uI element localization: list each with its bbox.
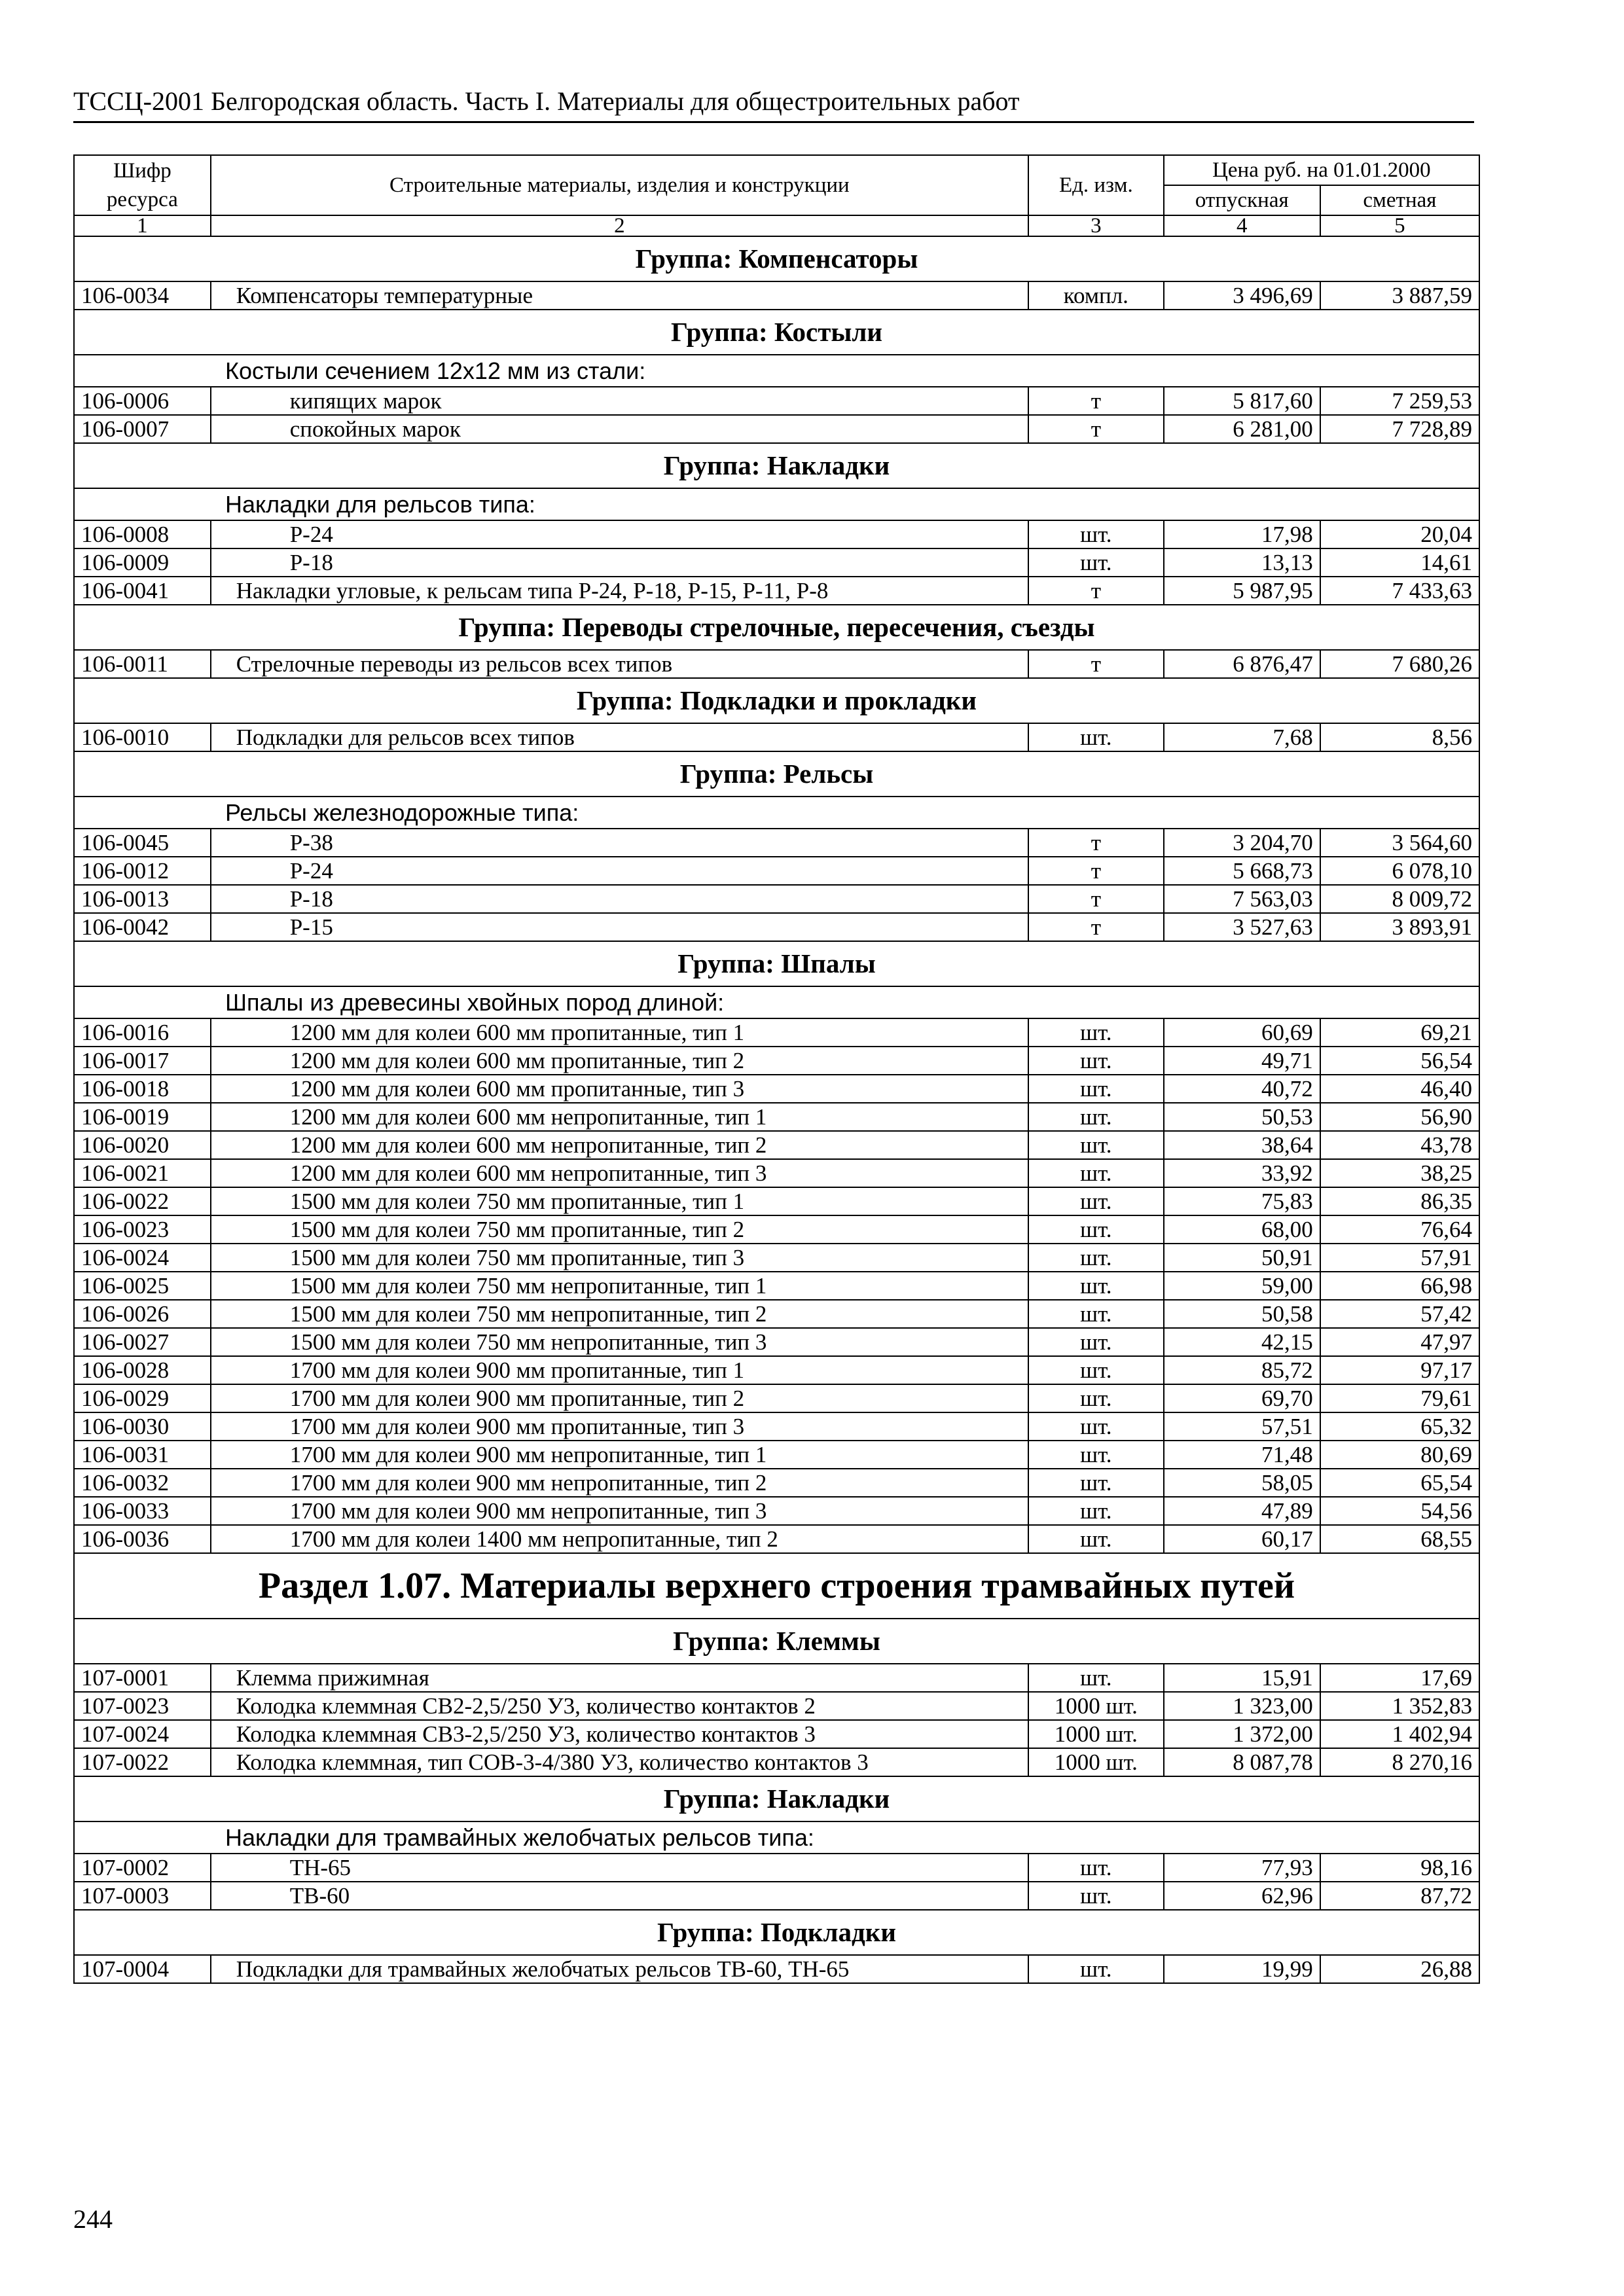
unit: шт. <box>1028 1384 1164 1412</box>
estimate-price: 1 402,94 <box>1320 1720 1479 1748</box>
resource-code: 106-0017 <box>74 1047 211 1075</box>
release-price: 7,68 <box>1164 723 1320 751</box>
resource-code: 106-0036 <box>74 1525 211 1553</box>
release-price: 40,72 <box>1164 1075 1320 1103</box>
unit: шт. <box>1028 1131 1164 1159</box>
estimate-price: 86,35 <box>1320 1187 1479 1215</box>
unit: т <box>1028 913 1164 941</box>
resource-code: 106-0006 <box>74 387 211 415</box>
table-row <box>74 1469 1479 1497</box>
table-row <box>74 520 1479 548</box>
unit: шт. <box>1028 1955 1164 1983</box>
table-row <box>74 1384 1479 1412</box>
release-price: 85,72 <box>1164 1356 1320 1384</box>
estimate-price: 3 887,59 <box>1320 281 1479 310</box>
group-heading: Группа: Костыли <box>74 310 1479 355</box>
unit: шт. <box>1028 1412 1164 1441</box>
table-row <box>74 857 1479 885</box>
col-header-unit-text: Ед. изм. <box>1058 173 1133 197</box>
resource-code: 106-0010 <box>74 723 211 751</box>
unit: шт. <box>1028 1882 1164 1910</box>
unit: т <box>1028 857 1164 885</box>
material-name: ТН-65 <box>211 1854 1028 1882</box>
release-price: 50,58 <box>1164 1300 1320 1328</box>
table-row <box>74 1300 1479 1328</box>
group-heading-row <box>74 605 1479 650</box>
resource-code: 107-0002 <box>74 1854 211 1882</box>
material-name: Р-24 <box>211 857 1028 885</box>
material-name: 1500 мм для колеи 750 мм непропитанные, тип 1 <box>211 1272 1028 1300</box>
estimate-price: 7 680,26 <box>1320 650 1479 678</box>
estimate-price: 8,56 <box>1320 723 1479 751</box>
resource-code: 106-0042 <box>74 913 211 941</box>
material-name: 1700 мм для колеи 900 мм непропитанные, тип 3 <box>211 1497 1028 1525</box>
material-name: 1500 мм для колеи 750 мм непропитанные, тип 2 <box>211 1300 1028 1328</box>
table-row <box>74 415 1479 443</box>
material-name: Р-24 <box>211 520 1028 548</box>
release-price: 62,96 <box>1164 1882 1320 1910</box>
resource-code: 106-0023 <box>74 1215 211 1244</box>
material-name: 1500 мм для колеи 750 мм пропитанные, тип 3 <box>211 1244 1028 1272</box>
unit: шт. <box>1028 1854 1164 1882</box>
table-row <box>74 1497 1479 1525</box>
col-number-4: 4 <box>1164 215 1320 236</box>
material-name: 1500 мм для колеи 750 мм непропитанные, тип 3 <box>211 1328 1028 1356</box>
group-heading-row <box>74 941 1479 986</box>
group-heading-row <box>74 1619 1479 1664</box>
material-name: 1200 мм для колеи 600 мм непропитанные, тип 2 <box>211 1131 1028 1159</box>
group-heading: Группа: Накладки <box>74 443 1479 488</box>
table-row <box>74 1525 1479 1553</box>
material-name: 1200 мм для колеи 600 мм пропитанные, тип 3 <box>211 1075 1028 1103</box>
unit: шт. <box>1028 1047 1164 1075</box>
estimate-price: 65,54 <box>1320 1469 1479 1497</box>
section-heading-row <box>74 1553 1479 1619</box>
group-heading: Группа: Рельсы <box>74 751 1479 797</box>
table-row <box>74 723 1479 751</box>
release-price: 33,92 <box>1164 1159 1320 1187</box>
unit: шт. <box>1028 1272 1164 1300</box>
section-heading: Раздел 1.07. Материалы верхнего строения трамвайных путей <box>74 1553 1479 1619</box>
estimate-price: 17,69 <box>1320 1664 1479 1692</box>
unit: шт. <box>1028 723 1164 751</box>
resource-code: 106-0030 <box>74 1412 211 1441</box>
resource-code: 106-0025 <box>74 1272 211 1300</box>
table-row <box>74 1244 1479 1272</box>
subgroup-heading-row <box>74 355 1479 387</box>
estimate-price: 57,91 <box>1320 1244 1479 1272</box>
release-price: 69,70 <box>1164 1384 1320 1412</box>
unit: т <box>1028 415 1164 443</box>
table-row <box>74 1720 1479 1748</box>
unit: шт. <box>1028 1664 1164 1692</box>
group-heading-row <box>74 678 1479 723</box>
group-heading: Группа: Шпалы <box>74 941 1479 986</box>
release-price: 1 323,00 <box>1164 1692 1320 1720</box>
material-name: 1200 мм для колеи 600 мм непропитанные, тип 3 <box>211 1159 1028 1187</box>
material-name: 1500 мм для колеи 750 мм пропитанные, тип 1 <box>211 1187 1028 1215</box>
release-price: 17,98 <box>1164 520 1320 548</box>
group-heading-row <box>74 1776 1479 1821</box>
material-name: Подкладки для рельсов всех типов <box>211 723 1028 751</box>
estimate-price: 98,16 <box>1320 1854 1479 1882</box>
estimate-price: 14,61 <box>1320 548 1479 577</box>
unit: шт. <box>1028 1441 1164 1469</box>
estimate-price: 97,17 <box>1320 1356 1479 1384</box>
group-heading: Группа: Клеммы <box>74 1619 1479 1664</box>
estimate-price: 8 270,16 <box>1320 1748 1479 1776</box>
table-row <box>74 1441 1479 1469</box>
resource-code: 106-0026 <box>74 1300 211 1328</box>
table-row <box>74 1075 1479 1103</box>
page-number: 244 <box>73 2204 113 2234</box>
material-name: Компенсаторы температурные <box>211 281 1028 310</box>
estimate-price: 56,90 <box>1320 1103 1479 1131</box>
release-price: 6 281,00 <box>1164 415 1320 443</box>
resource-code: 106-0041 <box>74 577 211 605</box>
table-row <box>74 387 1479 415</box>
running-header: ТССЦ-2001 Белгородская область. Часть I. Материалы для общестроительных работ <box>73 82 1474 123</box>
release-price: 77,93 <box>1164 1854 1320 1882</box>
material-name: 1200 мм для колеи 600 мм пропитанные, тип 1 <box>211 1018 1028 1047</box>
unit: т <box>1028 650 1164 678</box>
resource-code: 106-0031 <box>74 1441 211 1469</box>
table-body <box>74 236 1479 1983</box>
resource-code: 107-0023 <box>74 1692 211 1720</box>
group-heading-row <box>74 310 1479 355</box>
unit: 1000 шт. <box>1028 1692 1164 1720</box>
material-name: Стрелочные переводы из рельсов всех типов <box>211 650 1028 678</box>
col-number-2: 2 <box>211 215 1028 236</box>
estimate-price: 3 893,91 <box>1320 913 1479 941</box>
estimate-price: 79,61 <box>1320 1384 1479 1412</box>
resource-code: 106-0027 <box>74 1328 211 1356</box>
material-name: 1200 мм для колеи 600 мм пропитанные, тип 2 <box>211 1047 1028 1075</box>
release-price: 5 817,60 <box>1164 387 1320 415</box>
table-row <box>74 1356 1479 1384</box>
table-row <box>74 1187 1479 1215</box>
release-price: 5 668,73 <box>1164 857 1320 885</box>
unit: т <box>1028 387 1164 415</box>
unit: компл. <box>1028 281 1164 310</box>
material-name: Колодка клеммная СВ2-2,5/250 У3, количество контактов 2 <box>211 1692 1028 1720</box>
unit: шт. <box>1028 1244 1164 1272</box>
estimate-price: 87,72 <box>1320 1882 1479 1910</box>
col-header-release: отпускная <box>1164 185 1320 215</box>
release-price: 47,89 <box>1164 1497 1320 1525</box>
estimate-price: 3 564,60 <box>1320 829 1479 857</box>
material-name: ТВ-60 <box>211 1882 1028 1910</box>
unit: шт. <box>1028 1497 1164 1525</box>
material-name: 1700 мм для колеи 900 мм пропитанные, тип 2 <box>211 1384 1028 1412</box>
resource-code: 106-0009 <box>74 548 211 577</box>
estimate-price: 20,04 <box>1320 520 1479 548</box>
group-heading: Группа: Подкладки <box>74 1910 1479 1955</box>
subgroup-heading: Рельсы железнодорожные типа: <box>74 797 1479 829</box>
material-name: Р-15 <box>211 913 1028 941</box>
col-header-code <box>74 155 211 215</box>
unit: шт. <box>1028 1356 1164 1384</box>
material-name: Накладки угловые, к рельсам типа Р-24, Р-18, Р-15, Р-11, Р-8 <box>211 577 1028 605</box>
subgroup-heading-row <box>74 986 1479 1018</box>
subgroup-heading-row <box>74 1821 1479 1854</box>
table-row <box>74 1047 1479 1075</box>
table-row <box>74 1131 1479 1159</box>
unit: шт. <box>1028 1215 1164 1244</box>
material-name: Колодка клеммная, тип СОВ-3-4/380 У3, количество контактов 3 <box>211 1748 1028 1776</box>
estimate-price: 80,69 <box>1320 1441 1479 1469</box>
unit: 1000 шт. <box>1028 1720 1164 1748</box>
table-row <box>74 885 1479 913</box>
table-row <box>74 281 1479 310</box>
material-name: Клемма прижимная <box>211 1664 1028 1692</box>
resource-code: 106-0018 <box>74 1075 211 1103</box>
estimate-price: 7 728,89 <box>1320 415 1479 443</box>
resource-code: 106-0045 <box>74 829 211 857</box>
estimate-price: 54,56 <box>1320 1497 1479 1525</box>
estimate-price: 6 078,10 <box>1320 857 1479 885</box>
unit: 1000 шт. <box>1028 1748 1164 1776</box>
resource-code: 106-0028 <box>74 1356 211 1384</box>
group-heading: Группа: Переводы стрелочные, пересечения, съезды <box>74 605 1479 650</box>
table-row <box>74 1272 1479 1300</box>
resource-code: 107-0003 <box>74 1882 211 1910</box>
estimate-price: 46,40 <box>1320 1075 1479 1103</box>
resource-code: 106-0021 <box>74 1159 211 1187</box>
table-row <box>74 913 1479 941</box>
release-price: 5 987,95 <box>1164 577 1320 605</box>
resource-code: 106-0034 <box>74 281 211 310</box>
table-row <box>74 1159 1479 1187</box>
material-name: Колодка клеммная СВ3-2,5/250 У3, количество контактов 3 <box>211 1720 1028 1748</box>
resource-code: 106-0019 <box>74 1103 211 1131</box>
col-header-estimate: сметная <box>1320 185 1479 215</box>
table-row <box>74 1748 1479 1776</box>
col-header-unit <box>1028 155 1164 215</box>
subgroup-heading: Накладки для рельсов типа: <box>74 488 1479 520</box>
release-price: 75,83 <box>1164 1187 1320 1215</box>
col-header-code-text: Шифр ресурса <box>106 159 178 211</box>
unit: т <box>1028 829 1164 857</box>
table-row <box>74 1412 1479 1441</box>
resource-code: 106-0022 <box>74 1187 211 1215</box>
resource-code: 106-0016 <box>74 1018 211 1047</box>
estimate-price: 7 433,63 <box>1320 577 1479 605</box>
estimate-price: 76,64 <box>1320 1215 1479 1244</box>
resource-code: 106-0033 <box>74 1497 211 1525</box>
resource-code: 106-0008 <box>74 520 211 548</box>
table-row <box>74 1018 1479 1047</box>
material-name: Р-18 <box>211 548 1028 577</box>
subgroup-heading: Шпалы из древесины хвойных пород длиной: <box>74 986 1479 1018</box>
estimate-price: 1 352,83 <box>1320 1692 1479 1720</box>
estimate-price: 56,54 <box>1320 1047 1479 1075</box>
table-row <box>74 1692 1479 1720</box>
unit: шт. <box>1028 1159 1164 1187</box>
unit: шт. <box>1028 1328 1164 1356</box>
table-row <box>74 1215 1479 1244</box>
resource-code: 106-0029 <box>74 1384 211 1412</box>
estimate-price: 43,78 <box>1320 1131 1479 1159</box>
release-price: 1 372,00 <box>1164 1720 1320 1748</box>
release-price: 3 204,70 <box>1164 829 1320 857</box>
release-price: 15,91 <box>1164 1664 1320 1692</box>
resource-code: 107-0001 <box>74 1664 211 1692</box>
col-number-5: 5 <box>1320 215 1479 236</box>
col-number-1: 1 <box>74 215 211 236</box>
release-price: 60,69 <box>1164 1018 1320 1047</box>
group-heading-row <box>74 1910 1479 1955</box>
material-name: 1700 мм для колеи 900 мм непропитанные, тип 2 <box>211 1469 1028 1497</box>
resource-code: 106-0011 <box>74 650 211 678</box>
resource-code: 106-0020 <box>74 1131 211 1159</box>
resource-code: 106-0007 <box>74 415 211 443</box>
table-row <box>74 1664 1479 1692</box>
release-price: 50,91 <box>1164 1244 1320 1272</box>
release-price: 42,15 <box>1164 1328 1320 1356</box>
material-name: 1700 мм для колеи 900 мм пропитанные, тип 3 <box>211 1412 1028 1441</box>
table-row <box>74 1882 1479 1910</box>
unit: шт. <box>1028 1469 1164 1497</box>
resource-code: 107-0024 <box>74 1720 211 1748</box>
group-heading-row <box>74 751 1479 797</box>
estimate-price: 68,55 <box>1320 1525 1479 1553</box>
release-price: 49,71 <box>1164 1047 1320 1075</box>
release-price: 60,17 <box>1164 1525 1320 1553</box>
material-name: 1200 мм для колеи 600 мм непропитанные, тип 1 <box>211 1103 1028 1131</box>
group-heading: Группа: Накладки <box>74 1776 1479 1821</box>
estimate-price: 7 259,53 <box>1320 387 1479 415</box>
unit: шт. <box>1028 1103 1164 1131</box>
release-price: 6 876,47 <box>1164 650 1320 678</box>
material-name: 1700 мм для колеи 900 мм пропитанные, тип 1 <box>211 1356 1028 1384</box>
subgroup-heading-row <box>74 797 1479 829</box>
resource-code: 107-0022 <box>74 1748 211 1776</box>
unit: шт. <box>1028 548 1164 577</box>
material-name: Р-38 <box>211 829 1028 857</box>
release-price: 19,99 <box>1164 1955 1320 1983</box>
release-price: 3 496,69 <box>1164 281 1320 310</box>
material-name: 1700 мм для колеи 900 мм непропитанные, тип 1 <box>211 1441 1028 1469</box>
price-table <box>73 154 1480 1984</box>
group-heading-row <box>74 236 1479 281</box>
release-price: 13,13 <box>1164 548 1320 577</box>
estimate-price: 8 009,72 <box>1320 885 1479 913</box>
estimate-price: 47,97 <box>1320 1328 1479 1356</box>
group-heading-row <box>74 443 1479 488</box>
subgroup-heading: Костыли сечением 12х12 мм из стали: <box>74 355 1479 387</box>
unit: шт. <box>1028 1075 1164 1103</box>
release-price: 68,00 <box>1164 1215 1320 1244</box>
material-name: 1500 мм для колеи 750 мм пропитанные, тип 2 <box>211 1215 1028 1244</box>
resource-code: 106-0013 <box>74 885 211 913</box>
material-name: спокойных марок <box>211 415 1028 443</box>
table-row <box>74 1854 1479 1882</box>
col-header-price: Цена руб. на 01.01.2000 <box>1164 155 1479 185</box>
estimate-price: 69,21 <box>1320 1018 1479 1047</box>
table-row <box>74 1103 1479 1131</box>
estimate-price: 26,88 <box>1320 1955 1479 1983</box>
release-price: 8 087,78 <box>1164 1748 1320 1776</box>
table-head <box>74 155 1479 236</box>
table-row <box>74 548 1479 577</box>
table-row <box>74 650 1479 678</box>
release-price: 3 527,63 <box>1164 913 1320 941</box>
resource-code: 106-0032 <box>74 1469 211 1497</box>
material-name: кипящих марок <box>211 387 1028 415</box>
release-price: 7 563,03 <box>1164 885 1320 913</box>
release-price: 59,00 <box>1164 1272 1320 1300</box>
subgroup-heading-row <box>74 488 1479 520</box>
unit: шт. <box>1028 520 1164 548</box>
unit: шт. <box>1028 1300 1164 1328</box>
table-row <box>74 1328 1479 1356</box>
release-price: 57,51 <box>1164 1412 1320 1441</box>
release-price: 71,48 <box>1164 1441 1320 1469</box>
unit: шт. <box>1028 1018 1164 1047</box>
unit: т <box>1028 885 1164 913</box>
release-price: 50,53 <box>1164 1103 1320 1131</box>
estimate-price: 57,42 <box>1320 1300 1479 1328</box>
resource-code: 106-0024 <box>74 1244 211 1272</box>
table-row <box>74 1955 1479 1983</box>
material-name: Подкладки для трамвайных желобчатых рельсов ТВ-60, ТН-65 <box>211 1955 1028 1983</box>
material-name: Р-18 <box>211 885 1028 913</box>
release-price: 58,05 <box>1164 1469 1320 1497</box>
table-row <box>74 577 1479 605</box>
estimate-price: 65,32 <box>1320 1412 1479 1441</box>
unit: шт. <box>1028 1187 1164 1215</box>
group-heading: Группа: Подкладки и прокладки <box>74 678 1479 723</box>
estimate-price: 66,98 <box>1320 1272 1479 1300</box>
col-header-name: Строительные материалы, изделия и конструкции <box>211 155 1028 215</box>
unit: т <box>1028 577 1164 605</box>
resource-code: 106-0012 <box>74 857 211 885</box>
estimate-price: 38,25 <box>1320 1159 1479 1187</box>
resource-code: 107-0004 <box>74 1955 211 1983</box>
release-price: 38,64 <box>1164 1131 1320 1159</box>
material-name: 1700 мм для колеи 1400 мм непропитанные, тип 2 <box>211 1525 1028 1553</box>
unit: шт. <box>1028 1525 1164 1553</box>
col-number-3: 3 <box>1028 215 1164 236</box>
subgroup-heading: Накладки для трамвайных желобчатых рельсов типа: <box>74 1821 1479 1854</box>
group-heading: Группа: Компенсаторы <box>74 236 1479 281</box>
table-row <box>74 829 1479 857</box>
